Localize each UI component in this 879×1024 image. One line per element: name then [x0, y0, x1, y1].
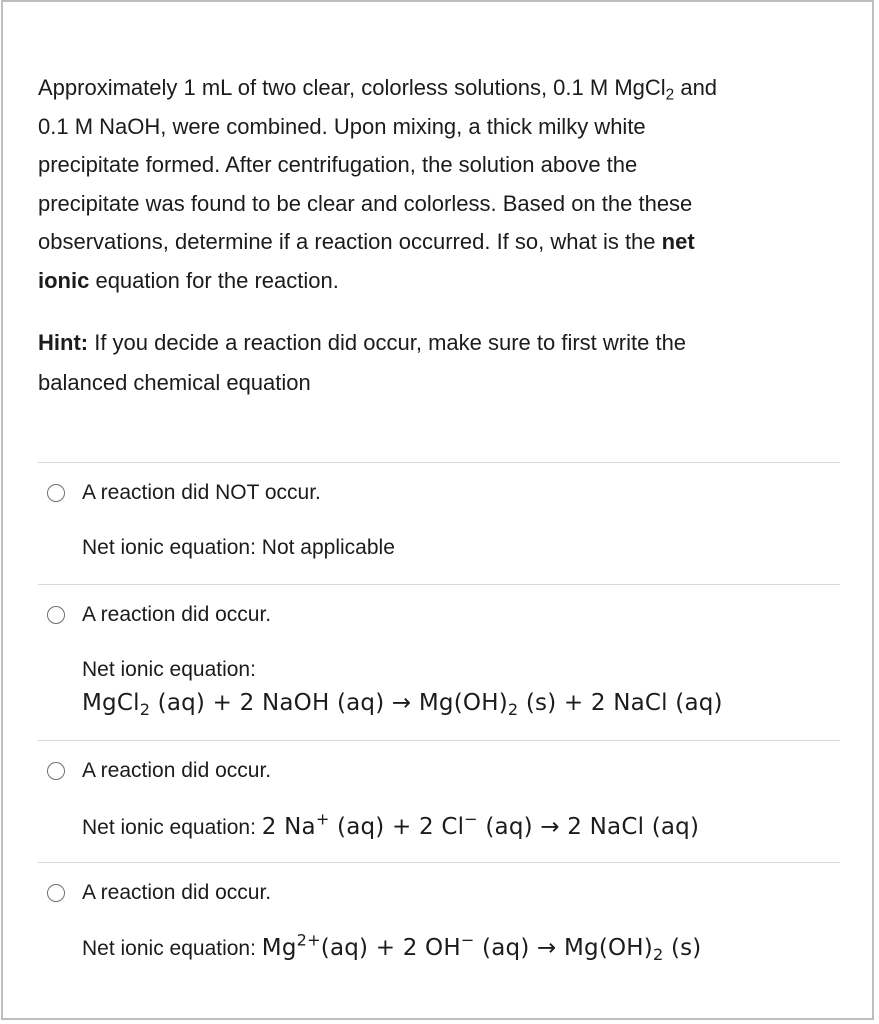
option-divider	[38, 584, 840, 585]
question-line: equation for the reaction.	[89, 267, 339, 293]
hint-line: If you decide a reaction did occur, make sure to first write the	[88, 330, 687, 355]
option-net-ionic-2: Net ionic equation:	[82, 658, 256, 681]
subscript: 2	[139, 699, 151, 719]
subscript: 2	[652, 944, 664, 964]
equation-part: Mg	[261, 935, 297, 961]
bold-text: net	[661, 229, 695, 254]
equation-part: (s)	[663, 935, 702, 961]
option-radio-2[interactable]	[47, 606, 65, 624]
subscript: 2	[665, 86, 675, 104]
question-line: and	[674, 75, 718, 100]
question-line: Approximately 1 mL of two clear, colorless solutions, 0.1 M MgCl	[38, 75, 666, 100]
hint-label: Hint:	[38, 330, 89, 355]
bold-text: ionic	[38, 267, 90, 293]
equation-part: (aq) + 2 Cl	[329, 814, 465, 840]
option-radio-4[interactable]	[47, 884, 65, 902]
net-ionic-prefix: Net ionic equation:	[82, 937, 262, 960]
option-radio-1[interactable]	[47, 484, 65, 502]
option-label-4[interactable]: A reaction did occur.	[82, 881, 272, 904]
equation-part: (s) + 2 NaCl (aq)	[518, 690, 723, 716]
option-radio-3[interactable]	[47, 762, 65, 780]
hint-line: balanced chemical equation	[38, 370, 311, 395]
equation-part: (aq) → Mg(OH)	[474, 935, 653, 961]
equation-part: (aq) + 2 OH	[320, 935, 461, 961]
superscript: −	[464, 809, 478, 829]
option-divider	[38, 740, 840, 741]
question-line: precipitate was found to be clear and colorless. Based on the these	[38, 190, 693, 216]
question-line: 0.1 M NaOH, were combined. Upon mixing, a thick milky white	[38, 113, 646, 139]
hint-text	[38, 323, 838, 403]
option-divider	[38, 862, 840, 863]
equation-part: MgCl	[82, 690, 140, 716]
option-net-ionic-4	[82, 930, 702, 964]
option-label-2[interactable]: A reaction did occur.	[82, 603, 272, 626]
option-divider	[38, 462, 840, 463]
superscript: +	[315, 809, 330, 829]
option-net-ionic-1: Net ionic equation: Not applicable	[82, 536, 395, 559]
equation-part: (aq) → 2 NaCl (aq)	[477, 814, 700, 840]
subscript: 2	[507, 699, 519, 719]
equation-part: (aq) + 2 NaOH (aq) → Mg(OH)	[150, 690, 508, 716]
option-label-1[interactable]: A reaction did NOT occur.	[82, 481, 321, 504]
option-equation-2	[82, 690, 723, 719]
net-ionic-prefix: Net ionic equation:	[82, 816, 262, 839]
superscript: −	[460, 930, 475, 950]
question-line: precipitate formed. After centrifugation, the solution above the	[38, 152, 638, 177]
option-label-3[interactable]: A reaction did occur.	[82, 759, 272, 782]
equation-part: 2 Na	[261, 814, 316, 840]
question-text	[38, 69, 838, 300]
option-net-ionic-3	[82, 809, 700, 841]
question-line: observations, determine if a reaction occurred. If so, what is the	[38, 229, 662, 254]
superscript: 2+	[296, 930, 321, 950]
